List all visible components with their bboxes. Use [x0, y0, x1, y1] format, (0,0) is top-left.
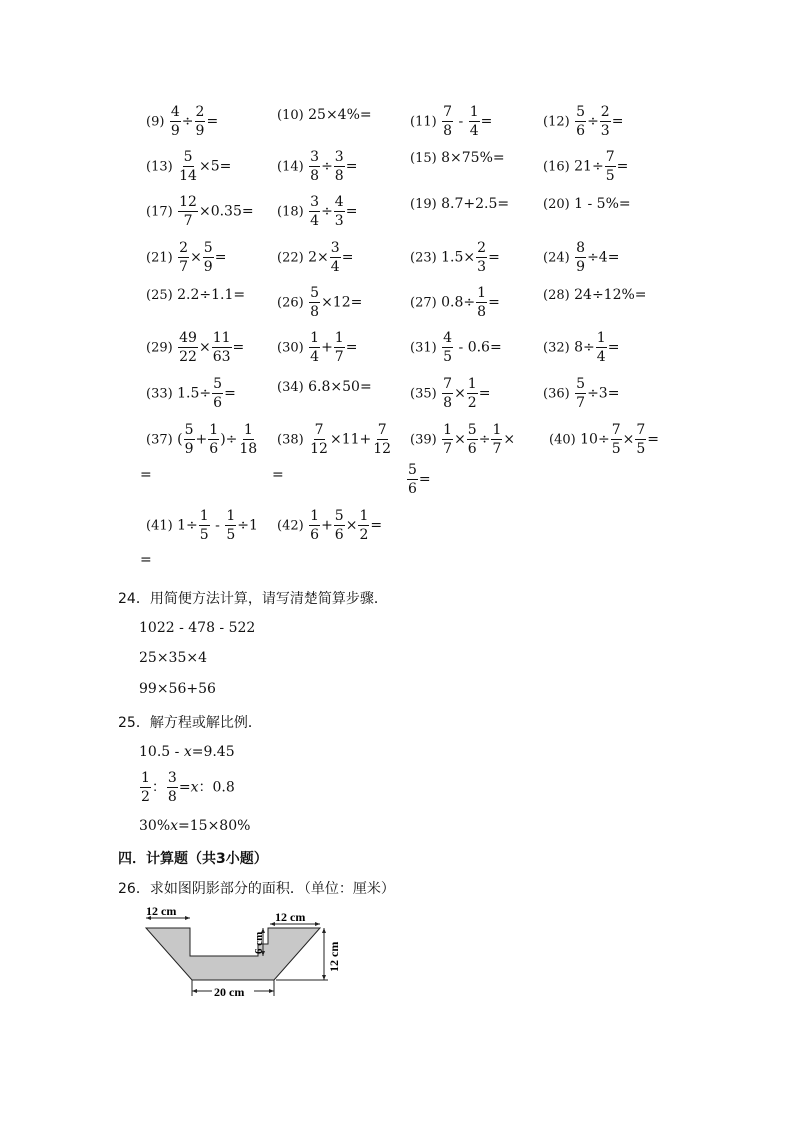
problem-23: (23) 1.5× $\frac{2}{3}$ = [410, 240, 500, 275]
problem-12: (12) $\frac{5}{6}$ ÷ $\frac{2}{3}$ = [543, 104, 624, 139]
problem-34: (34) 6.8×50= [277, 379, 372, 395]
problem-31: (31) $\frac{4}{5}$ - 0.6= [410, 330, 502, 365]
problem-29: (29) $\frac{49}{22}$ × $\frac{11}{63}$ = [146, 330, 245, 365]
q24-title: 24．用简便方法计算，请写清楚简算步骤． [118, 591, 388, 607]
problem-17: (17) $\frac{12}{7}$ ×0.35= [146, 194, 254, 229]
problem-26: (26) $\frac{5}{8}$ ×12= [277, 285, 363, 320]
problem-27: (27) 0.8÷ $\frac{1}{8}$ = [410, 285, 500, 320]
label-top-left: 12 cm [146, 904, 177, 918]
problem-37: (37) ( $\frac{5}{9}$ + $\frac{1}{6}$ )÷ $\frac{1}{18}$ [146, 422, 258, 457]
trapezoid-figure [136, 904, 346, 1000]
q26-title: 26．求如图阴影部分的面积．（单位：厘米） [118, 881, 395, 897]
q25-line-3: 30%x=15×80% [139, 818, 251, 834]
q24-line-2: 25×35×4 [139, 650, 207, 666]
section-heading: 四．计算题（共3小题） [118, 851, 268, 867]
shaded-region [146, 928, 320, 980]
label-inner-height: 6 cm [253, 931, 265, 954]
problem-16: (16) 21÷ $\frac{7}{5}$ = [543, 149, 629, 184]
q25-title: 25．解方程或解比例． [118, 715, 262, 731]
problem-40: (40) 10÷ $\frac{7}{5}$ × $\frac{7}{5}$ = [549, 422, 659, 457]
problem-35: (35) $\frac{7}{8}$ × $\frac{1}{2}$ = [410, 376, 491, 411]
problem-41: (41) 1÷ $\frac{1}{5}$ - $\frac{1}{5}$ ÷1 [146, 508, 258, 543]
problem-20: (20) 1 - 5%= [543, 196, 631, 212]
problem-38: (38) $\frac{7}{12}$ ×11+ $\frac{7}{12}$ [277, 422, 392, 457]
problem-24: (24) $\frac{8}{9}$ ÷4= [543, 240, 620, 275]
q24-line-3: 99×56+56 [139, 681, 216, 697]
problem-label: (9) [146, 114, 165, 130]
problem-22: (22) 2× $\frac{3}{4}$ = [277, 240, 354, 275]
problem-37-continuation: = [140, 467, 152, 483]
problem-41-continuation: = [140, 552, 152, 568]
problem-32: (32) 8÷ $\frac{1}{4}$ = [543, 330, 620, 365]
q25-line-1: 10.5 - x=9.45 [139, 744, 235, 760]
problem-9: (9) $\frac{4}{9}$ ÷ $\frac{2}{9}$ = [146, 104, 219, 139]
problem-18: (18) $\frac{3}{4}$ ÷ $\frac{4}{3}$ = [277, 194, 358, 229]
fraction: $\frac{4}{9}$ [170, 104, 180, 139]
problem-28: (28) 24÷12%= [543, 287, 647, 303]
q25-line-2: $\frac{1}{2}$ ： $\frac{3}{8}$ =x：0.8 [141, 770, 235, 805]
problem-42: (42) $\frac{1}{6}$ + $\frac{5}{6}$ × $\frac{1}{2}$ = [277, 508, 383, 543]
problem-39-continuation: $\frac{5}{6}$ = [408, 462, 431, 497]
problem-10: (10) 25×4%= [277, 107, 372, 123]
problem-11: (11) $\frac{7}{8}$ - $\frac{1}{4}$ = [410, 104, 493, 139]
problem-25: (25) 2.2÷1.1= [146, 287, 246, 303]
problem-21: (21) $\frac{2}{7}$ × $\frac{5}{9}$ = [146, 240, 227, 275]
q24-line-1: 1022 - 478 - 522 [139, 620, 256, 636]
problem-38-continuation: = [272, 467, 284, 483]
problem-14: (14) $\frac{3}{8}$ ÷ $\frac{3}{8}$ = [277, 149, 358, 184]
problem-36: (36) $\frac{5}{7}$ ÷3= [543, 376, 620, 411]
fraction: $\frac{2}{9}$ [195, 104, 205, 139]
problem-39: (39) $\frac{1}{7}$ × $\frac{5}{6}$ ÷ $\frac{1}{7}$ × [410, 422, 516, 457]
label-right-height: 12 cm [327, 941, 341, 972]
label-top-right: 12 cm [275, 910, 306, 924]
problem-19: (19) 8.7+2.5= [410, 196, 510, 212]
problem-13: (13) $\frac{5}{14}$ ×5= [146, 149, 232, 184]
problem-15: (15) 8×75%= [410, 150, 505, 166]
label-bottom: 20 cm [214, 985, 245, 999]
problem-30: (30) $\frac{1}{4}$ + $\frac{1}{7}$ = [277, 330, 358, 365]
problem-33: (33) 1.5÷ $\frac{5}{6}$ = [146, 376, 236, 411]
